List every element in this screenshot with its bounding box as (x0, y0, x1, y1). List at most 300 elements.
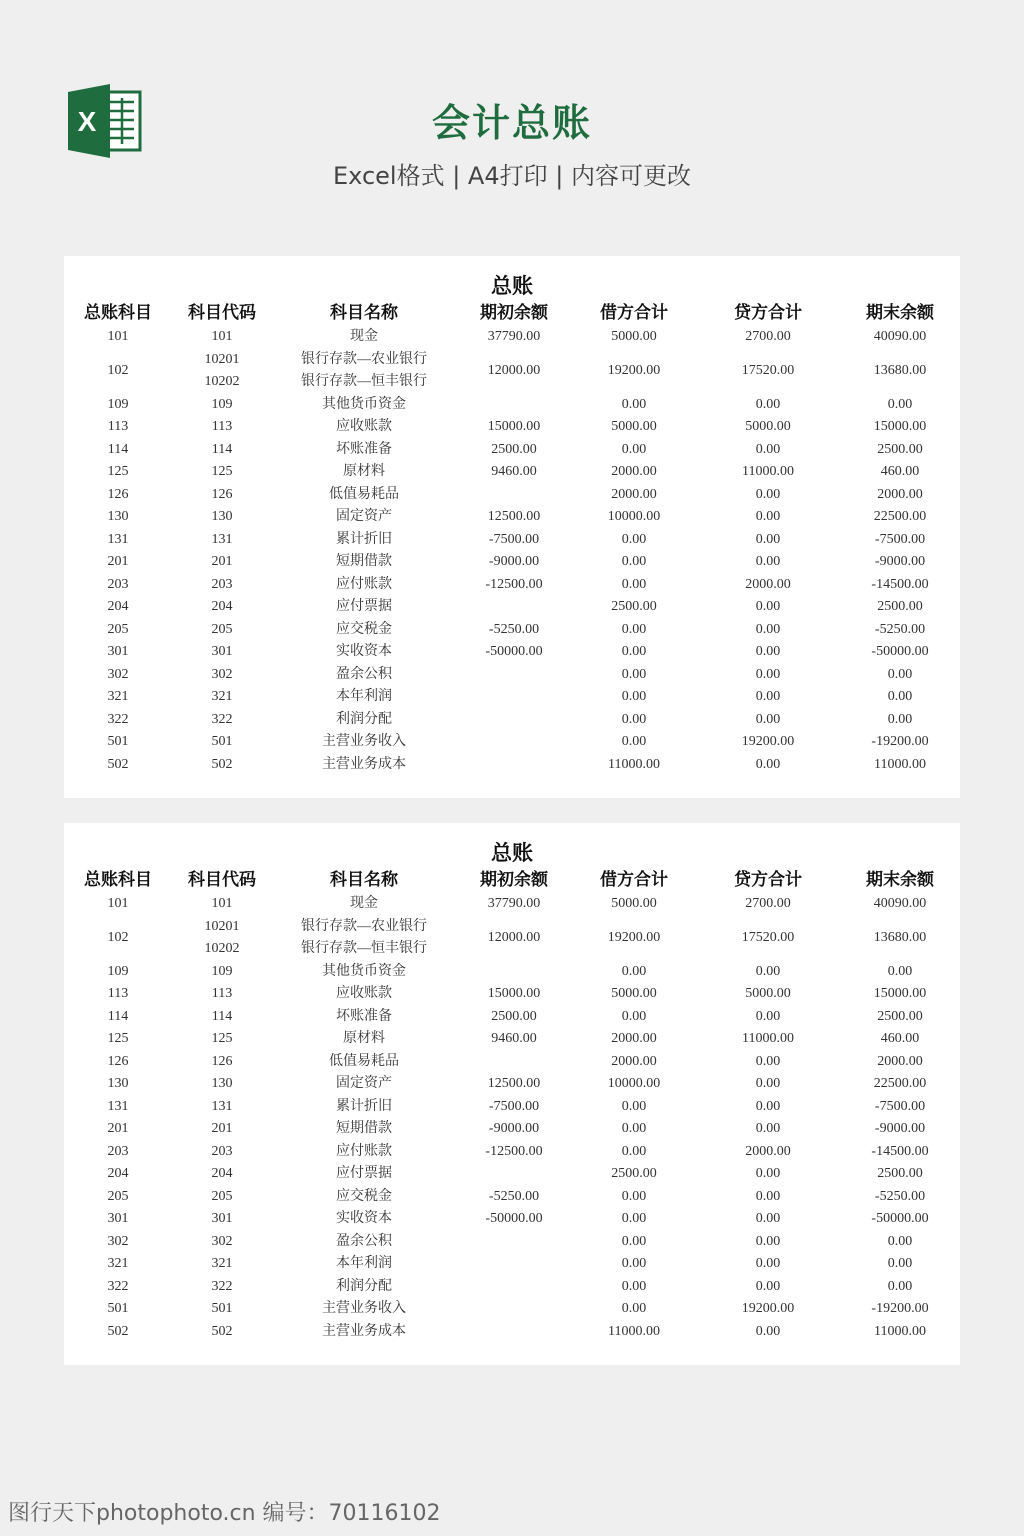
debit-cell: 0.00 (621, 666, 647, 682)
account-cell: 131 (107, 531, 129, 547)
code-cell (172, 731, 272, 754)
name-cell (272, 1096, 456, 1119)
credit-cell: 0.00 (755, 531, 781, 547)
account-cell: 102 (107, 929, 129, 945)
code-cell (172, 326, 272, 349)
name-cell-line: 应付票据 (336, 1166, 392, 1181)
closing-cell: 2500.00 (877, 1166, 923, 1181)
credit-cell: 5000.00 (745, 986, 791, 1001)
code-cell-line: 502 (211, 756, 233, 772)
opening-cell (456, 1163, 572, 1186)
closing-cell: -7500.00 (874, 1098, 926, 1114)
credit-cell: 0.00 (755, 963, 781, 979)
col-account-header: 总账科目 (84, 303, 152, 323)
name-cell-line: 主营业务收入 (322, 1301, 406, 1316)
name-cell (272, 1253, 456, 1276)
name-cell-line: 银行存款—农业银行 (301, 918, 427, 934)
code-cell-line: 203 (211, 1143, 233, 1159)
opening-cell: -9000.00 (488, 554, 540, 569)
table-row (64, 1118, 960, 1141)
closing-cell: -50000.00 (871, 644, 929, 659)
name-cell-line: 盈余公积 (336, 1233, 392, 1249)
credit-cell: 2700.00 (745, 896, 791, 911)
name-cell-line: 坏账准备 (336, 441, 392, 457)
name-cell-line: 银行存款—农业银行 (301, 351, 427, 367)
code-cell (172, 484, 272, 507)
code-cell (172, 596, 272, 619)
name-cell (272, 1298, 456, 1321)
table-row (64, 619, 960, 642)
col-credit-header: 贷方合计 (734, 303, 802, 323)
col-debit-header: 借方合计 (600, 303, 668, 323)
closing-cell: 15000.00 (873, 986, 927, 1001)
code-cell (172, 1253, 272, 1276)
name-cell-line: 应付票据 (336, 599, 392, 614)
table-row (64, 1163, 960, 1186)
code-cell (172, 1186, 272, 1209)
closing-cell: 0.00 (887, 963, 913, 979)
account-cell: 201 (107, 554, 129, 569)
name-cell (272, 641, 456, 664)
debit-cell: 0.00 (621, 396, 647, 412)
name-cell (272, 551, 456, 574)
closing-cell: -5250.00 (874, 621, 926, 637)
opening-cell: -7500.00 (488, 1098, 540, 1114)
table-row (64, 709, 960, 732)
page-title: 会计总账 (431, 101, 592, 145)
code-cell-line: 113 (211, 419, 233, 434)
code-cell (172, 1073, 272, 1096)
code-cell (172, 1051, 272, 1074)
credit-cell: 0.00 (755, 689, 781, 704)
closing-cell: 2500.00 (877, 441, 923, 457)
code-cell-line: 302 (211, 666, 233, 682)
name-cell (272, 1276, 456, 1299)
opening-cell (456, 1276, 572, 1299)
credit-cell: 0.00 (755, 554, 781, 569)
table-row (64, 349, 960, 394)
opening-cell (456, 754, 572, 777)
name-cell (272, 1051, 456, 1074)
debit-cell: 11000.00 (608, 1323, 660, 1339)
table-row (64, 731, 960, 754)
closing-cell: -9000.00 (874, 1121, 926, 1136)
account-cell: 204 (107, 599, 129, 614)
debit-cell: 5000.00 (611, 329, 657, 344)
closing-cell: 0.00 (887, 689, 913, 704)
code-cell (172, 619, 272, 642)
code-cell-line: 109 (211, 963, 233, 979)
credit-cell: 0.00 (755, 711, 781, 727)
name-cell (272, 326, 456, 349)
account-cell: 126 (107, 1053, 129, 1069)
closing-cell: 22500.00 (873, 509, 927, 524)
code-cell-line: 126 (211, 486, 233, 502)
col-name-header: 科目名称 (330, 303, 398, 323)
account-cell: 321 (107, 1256, 129, 1271)
name-cell (272, 394, 456, 417)
credit-cell: 0.00 (755, 509, 781, 524)
table-row (64, 1253, 960, 1276)
name-cell (272, 484, 456, 507)
credit-cell: 0.00 (755, 1098, 781, 1114)
closing-cell: 0.00 (887, 1278, 913, 1294)
table-row (64, 1073, 960, 1096)
closing-cell: 0.00 (887, 711, 913, 727)
debit-cell: 2000.00 (611, 464, 657, 479)
closing-cell: 460.00 (880, 464, 920, 479)
col-code-header: 科目代码 (188, 303, 256, 323)
col-closing-header: 期末余额 (866, 303, 934, 323)
name-cell-line: 坏账准备 (336, 1008, 392, 1024)
ledger-sheet-2 (64, 823, 960, 1365)
debit-cell: 0.00 (621, 1233, 647, 1249)
name-cell-line: 主营业务成本 (322, 1323, 406, 1339)
debit-cell: 0.00 (621, 1211, 647, 1226)
name-cell-line: 银行存款—恒丰银行 (301, 374, 427, 389)
credit-cell: 0.00 (755, 644, 781, 659)
table-row (64, 1028, 960, 1051)
code-cell (172, 961, 272, 984)
name-cell (272, 731, 456, 754)
name-cell-line: 主营业务成本 (322, 756, 406, 772)
debit-cell: 0.00 (621, 1008, 647, 1024)
code-cell-line: 113 (211, 986, 233, 1001)
debit-cell: 2000.00 (611, 1053, 657, 1069)
closing-cell: 13680.00 (873, 929, 927, 945)
closing-cell: -9000.00 (874, 554, 926, 569)
name-cell-line: 应交税金 (336, 621, 392, 637)
table-row (64, 961, 960, 984)
opening-cell (456, 596, 572, 619)
code-cell-line: 10201 (204, 918, 240, 934)
code-cell (172, 416, 272, 439)
name-cell-line: 累计折旧 (336, 531, 392, 547)
table-row (64, 506, 960, 529)
table-row (64, 484, 960, 507)
debit-cell: 10000.00 (607, 509, 661, 524)
code-cell-line: 301 (211, 644, 233, 659)
credit-cell: 11000.00 (742, 1031, 794, 1046)
code-cell (172, 461, 272, 484)
opening-cell: -50000.00 (485, 644, 543, 659)
code-cell-line: 126 (211, 1053, 233, 1069)
closing-cell: 2000.00 (877, 486, 923, 502)
code-cell-line: 101 (211, 329, 233, 344)
debit-cell: 2000.00 (611, 486, 657, 502)
col-debit-header: 借方合计 (600, 870, 668, 890)
credit-cell: 0.00 (755, 1211, 781, 1226)
account-cell: 131 (107, 1098, 129, 1114)
closing-cell: 0.00 (887, 396, 913, 412)
debit-cell: 0.00 (621, 1278, 647, 1294)
name-cell-line: 应付账款 (336, 1143, 392, 1159)
account-cell: 125 (107, 1031, 129, 1046)
code-cell (172, 529, 272, 552)
table-row (64, 754, 960, 777)
code-cell (172, 1096, 272, 1119)
opening-cell: 12500.00 (487, 1076, 541, 1091)
code-cell-line: 502 (211, 1323, 233, 1339)
credit-cell: 2000.00 (745, 576, 791, 592)
table-row (64, 529, 960, 552)
debit-cell: 0.00 (621, 1188, 647, 1204)
name-cell-line: 原材料 (343, 464, 385, 479)
name-cell (272, 349, 456, 394)
name-cell-line: 低值易耗品 (329, 1053, 399, 1069)
table-row (64, 641, 960, 664)
opening-cell: 12000.00 (487, 929, 541, 945)
debit-cell: 5000.00 (611, 986, 657, 1001)
account-cell: 130 (107, 1076, 129, 1091)
credit-cell: 0.00 (755, 1008, 781, 1024)
name-cell-line: 其他货币资金 (322, 396, 406, 412)
name-cell (272, 416, 456, 439)
opening-cell (456, 709, 572, 732)
closing-cell: -7500.00 (874, 531, 926, 547)
table-row (64, 1208, 960, 1231)
table-row (64, 893, 960, 916)
closing-cell: 2500.00 (877, 599, 923, 614)
opening-cell: 12000.00 (487, 362, 541, 378)
credit-cell: 0.00 (755, 1256, 781, 1271)
credit-cell: 0.00 (755, 599, 781, 614)
watermark: 图行天下photophoto.cn 编号：70116102 (8, 1501, 441, 1526)
opening-cell: -5250.00 (488, 1188, 540, 1204)
closing-cell: -19200.00 (871, 1301, 929, 1316)
name-cell (272, 893, 456, 916)
credit-cell: 19200.00 (741, 1301, 795, 1316)
account-cell: 113 (107, 986, 129, 1001)
name-cell-line: 短期借款 (336, 554, 392, 569)
closing-cell: -50000.00 (871, 1211, 929, 1226)
code-cell-line: 322 (211, 711, 233, 727)
account-cell: 109 (107, 963, 129, 979)
debit-cell: 0.00 (621, 554, 647, 569)
code-cell-line: 125 (211, 1031, 233, 1046)
debit-cell: 5000.00 (611, 419, 657, 434)
debit-cell: 0.00 (621, 1256, 647, 1271)
debit-cell: 0.00 (621, 1121, 647, 1136)
debit-cell: 0.00 (621, 1098, 647, 1114)
credit-cell: 0.00 (755, 1188, 781, 1204)
opening-cell (456, 484, 572, 507)
name-cell-line: 原材料 (343, 1031, 385, 1046)
credit-cell: 17520.00 (741, 362, 795, 378)
opening-cell: 15000.00 (487, 419, 541, 434)
code-cell (172, 983, 272, 1006)
code-cell (172, 1231, 272, 1254)
credit-cell: 0.00 (755, 396, 781, 412)
account-cell: 201 (107, 1121, 129, 1136)
opening-cell: -9000.00 (488, 1121, 540, 1136)
table-row (64, 1141, 960, 1164)
name-cell-line: 现金 (350, 896, 378, 911)
code-cell (172, 1276, 272, 1299)
table-row (64, 1298, 960, 1321)
account-cell: 301 (107, 1211, 129, 1226)
code-cell (172, 551, 272, 574)
credit-cell: 0.00 (755, 1323, 781, 1339)
opening-cell (456, 1253, 572, 1276)
sheet-title: 总账 (491, 273, 533, 298)
name-cell (272, 1118, 456, 1141)
code-cell (172, 664, 272, 687)
name-cell (272, 1028, 456, 1051)
table-row (64, 1231, 960, 1254)
debit-cell: 2500.00 (611, 599, 657, 614)
table-row (64, 439, 960, 462)
code-cell-line: 501 (211, 734, 233, 749)
opening-cell: 37790.00 (487, 896, 541, 911)
account-cell: 322 (107, 1278, 129, 1294)
closing-cell: 15000.00 (873, 419, 927, 434)
closing-cell: 11000.00 (874, 756, 926, 772)
code-cell (172, 893, 272, 916)
credit-cell: 11000.00 (742, 464, 794, 479)
ledger-table (64, 867, 960, 1343)
closing-cell: 0.00 (887, 666, 913, 682)
account-cell: 203 (107, 576, 129, 592)
credit-cell: 2000.00 (745, 1143, 791, 1159)
name-cell-line: 主营业务收入 (322, 734, 406, 749)
name-cell (272, 1073, 456, 1096)
credit-cell: 0.00 (755, 1076, 781, 1091)
col-closing-header: 期末余额 (866, 870, 934, 890)
code-cell-line: 10202 (204, 374, 240, 389)
table-row (64, 916, 960, 961)
ledger-sheet-1 (64, 256, 960, 798)
name-cell-line: 其他货币资金 (322, 963, 406, 979)
credit-cell: 0.00 (755, 756, 781, 772)
name-cell-line: 银行存款—恒丰银行 (301, 941, 427, 956)
account-cell: 205 (107, 621, 129, 637)
closing-cell: 22500.00 (873, 1076, 927, 1091)
name-cell (272, 664, 456, 687)
code-cell-line: 130 (211, 509, 233, 524)
closing-cell: 460.00 (880, 1031, 920, 1046)
code-cell-line: 322 (211, 1278, 233, 1294)
code-cell-line: 109 (211, 396, 233, 412)
account-cell: 302 (107, 666, 129, 682)
code-cell-line: 203 (211, 576, 233, 592)
debit-cell: 0.00 (621, 1301, 647, 1316)
name-cell-line: 应收账款 (336, 419, 392, 434)
debit-cell: 0.00 (621, 711, 647, 727)
code-cell (172, 349, 272, 394)
code-cell-line: 114 (211, 1008, 233, 1024)
name-cell-line: 利润分配 (336, 1278, 392, 1294)
opening-cell: 9460.00 (491, 1031, 537, 1046)
opening-cell (456, 961, 572, 984)
account-cell: 301 (107, 644, 129, 659)
account-cell: 126 (107, 486, 129, 502)
table-row (64, 1006, 960, 1029)
code-cell (172, 709, 272, 732)
code-cell-line: 114 (211, 441, 233, 457)
code-cell-line: 131 (211, 531, 233, 547)
col-opening-header: 期初余额 (480, 870, 548, 890)
closing-cell: 0.00 (887, 1233, 913, 1249)
code-cell-line: 201 (211, 1121, 233, 1136)
name-cell (272, 754, 456, 777)
debit-cell: 0.00 (621, 644, 647, 659)
page-subtitle: Excel格式 | A4打印 | 内容可更改 (333, 162, 691, 190)
table-row (64, 1276, 960, 1299)
name-cell-line: 固定资产 (336, 1076, 392, 1091)
opening-cell: 9460.00 (491, 464, 537, 479)
code-cell (172, 574, 272, 597)
account-cell: 125 (107, 464, 129, 479)
credit-cell: 17520.00 (741, 929, 795, 945)
account-cell: 321 (107, 689, 129, 704)
name-cell (272, 596, 456, 619)
debit-cell: 0.00 (621, 963, 647, 979)
name-cell-line: 利润分配 (336, 711, 392, 727)
opening-cell (456, 1051, 572, 1074)
credit-cell: 5000.00 (745, 419, 791, 434)
code-cell-line: 201 (211, 554, 233, 569)
account-cell: 302 (107, 1233, 129, 1249)
debit-cell: 10000.00 (607, 1076, 661, 1091)
svg-text:X: X (77, 106, 97, 137)
credit-cell: 0.00 (755, 1278, 781, 1294)
code-cell (172, 641, 272, 664)
table-row (64, 983, 960, 1006)
credit-cell: 0.00 (755, 441, 781, 457)
closing-cell: 40090.00 (873, 896, 927, 911)
name-cell-line: 应交税金 (336, 1188, 392, 1204)
account-cell: 204 (107, 1166, 129, 1181)
opening-cell: 2500.00 (491, 1008, 537, 1024)
debit-cell: 0.00 (621, 689, 647, 704)
col-account-header: 总账科目 (84, 870, 152, 890)
code-cell-line: 10202 (204, 941, 240, 956)
table-row (64, 574, 960, 597)
code-cell (172, 1321, 272, 1344)
name-cell-line: 固定资产 (336, 509, 392, 524)
debit-cell: 0.00 (621, 734, 647, 749)
code-cell-line: 125 (211, 464, 233, 479)
credit-cell: 0.00 (755, 1053, 781, 1069)
account-cell: 101 (107, 896, 129, 911)
closing-cell: 0.00 (887, 1256, 913, 1271)
name-cell (272, 1006, 456, 1029)
opening-cell (456, 686, 572, 709)
name-cell (272, 506, 456, 529)
account-cell: 205 (107, 1188, 129, 1204)
table-row (64, 1321, 960, 1344)
code-cell-line: 101 (211, 896, 233, 911)
name-cell (272, 1321, 456, 1344)
opening-cell (456, 1321, 572, 1344)
table-row (64, 596, 960, 619)
credit-cell: 0.00 (755, 486, 781, 502)
name-cell-line: 低值易耗品 (329, 486, 399, 502)
ledger-table (64, 300, 960, 776)
table-row (64, 1186, 960, 1209)
code-cell (172, 1141, 272, 1164)
account-cell: 502 (107, 756, 129, 772)
code-cell (172, 754, 272, 777)
code-cell (172, 1163, 272, 1186)
name-cell (272, 1141, 456, 1164)
opening-cell: 2500.00 (491, 441, 537, 457)
name-cell-line: 实收资本 (336, 1211, 392, 1226)
table-row (64, 686, 960, 709)
account-cell: 109 (107, 396, 129, 412)
name-cell (272, 916, 456, 961)
